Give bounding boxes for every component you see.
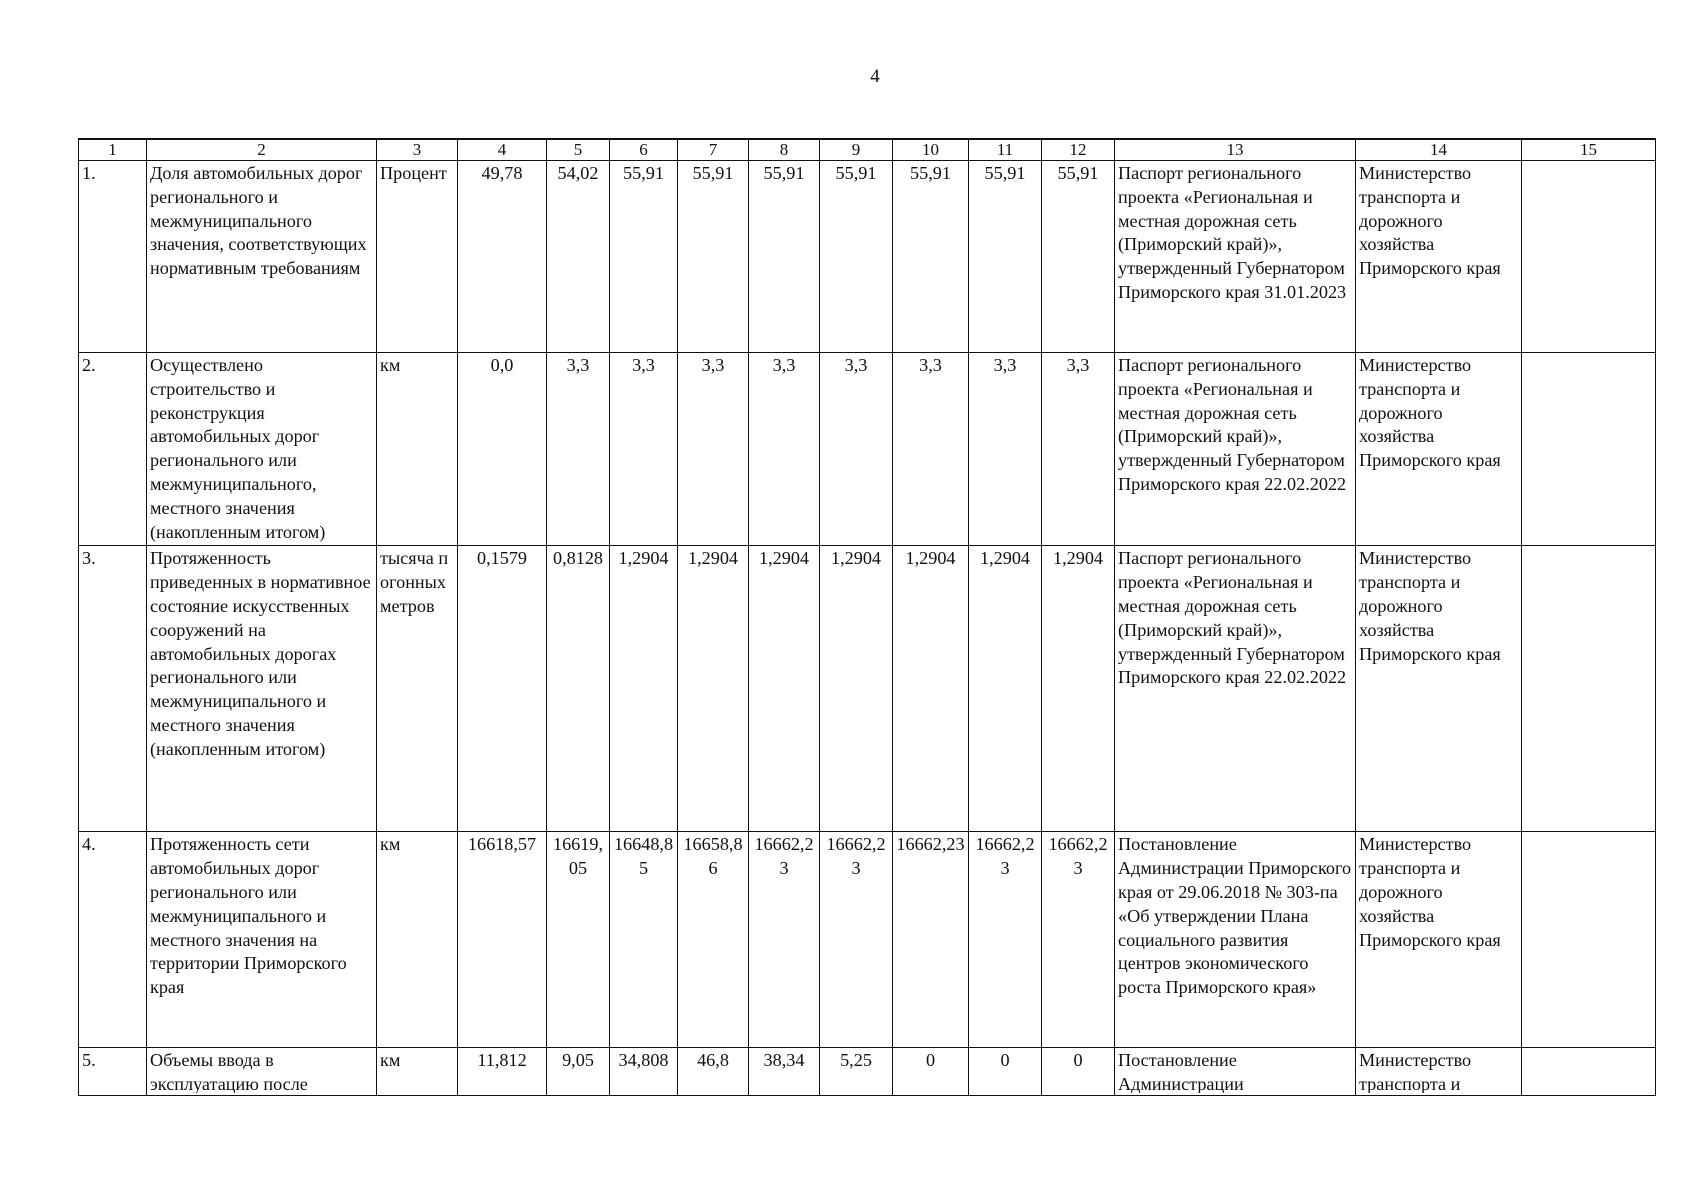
note-cell — [1522, 161, 1656, 353]
column-header-3: 3 — [377, 139, 458, 161]
value-cell — [820, 1048, 893, 1096]
column-header-9: 9 — [820, 139, 893, 161]
indicator-name-text: Объемы ввода в эксплуатацию после — [150, 1050, 308, 1094]
value-cell: 3,3 — [749, 353, 820, 546]
value-cell-text: 38,34 — [763, 1050, 805, 1071]
value-cell: 1,2904 — [969, 546, 1042, 832]
column-number-row — [79, 139, 1656, 161]
column-header-8: 8 — [749, 139, 820, 161]
responsible-org-text: Министерство транспорта и — [1359, 1050, 1472, 1094]
note-cell — [1522, 546, 1656, 832]
row-index: 2. — [79, 353, 147, 546]
value-cell: 3,3 — [969, 353, 1042, 546]
value-cell-text: 9,05 — [562, 1050, 594, 1071]
page-number: 4 — [870, 66, 880, 87]
source-document: Паспорт регионального проекта «Региональная и местная дорожная сеть (Приморский край)», утвержденный Губернатором Приморского края 31.01.2023 — [1115, 161, 1356, 353]
row-index: 3. — [79, 546, 147, 832]
value-cell: 16662,23 — [969, 832, 1042, 1048]
column-header-14: 14 — [1356, 139, 1522, 161]
responsible-org — [1356, 1048, 1522, 1096]
indicator-name: Протяженность сети автомобильных дорог регионального или межмуниципального и местного значения на территории Приморского края — [147, 832, 377, 1048]
indicator-name: Доля автомобильных дорог регионального и межмуниципального значения, соответствующих нормативным требованиям — [147, 161, 377, 353]
source-document: Паспорт регионального проекта «Региональная и местная дорожная сеть (Приморский край)», утвержденный Губернатором Приморского края 22.02.2022 — [1115, 353, 1356, 546]
value-cell: 3,3 — [610, 353, 678, 546]
value-cell — [547, 1048, 610, 1096]
value-cell: 1,2904 — [610, 546, 678, 832]
column-header-13: 13 — [1115, 139, 1356, 161]
value-cell — [893, 1048, 969, 1096]
value-cell: 55,91 — [610, 161, 678, 353]
source-document: Паспорт регионального проекта «Региональная и местная дорожная сеть (Приморский край)», утвержденный Губернатором Приморского края 22.02.2022 — [1115, 546, 1356, 832]
row-index: 1. — [79, 161, 147, 353]
source-document — [1115, 1048, 1356, 1096]
value-cell: 16618,57 — [458, 832, 547, 1048]
value-cell: 55,91 — [678, 161, 749, 353]
value-cell: 0,8128 — [547, 546, 610, 832]
note-cell-text — [1525, 1049, 1652, 1093]
row-index-text: 5. — [82, 1050, 96, 1071]
value-cell: 16658,86 — [678, 832, 749, 1048]
value-cell: 54,02 — [547, 161, 610, 353]
value-cell: 55,91 — [893, 161, 969, 353]
unit-cell: Процент — [377, 161, 458, 353]
value-cell: 1,2904 — [749, 546, 820, 832]
value-cell: 0,0 — [458, 353, 547, 546]
value-cell-text: 46,8 — [697, 1050, 729, 1071]
value-cell: 16662,23 — [893, 832, 969, 1048]
value-cell — [678, 1048, 749, 1096]
column-header-11: 11 — [969, 139, 1042, 161]
table-row — [79, 546, 1656, 832]
value-cell-text: 0 — [925, 1050, 936, 1071]
column-header-2: 2 — [147, 139, 377, 161]
source-document-text: Постановление Администрации — [1118, 1050, 1244, 1094]
value-cell: 16619,05 — [547, 832, 610, 1048]
row-index — [79, 1048, 147, 1096]
value-cell-text: 34,808 — [618, 1050, 669, 1071]
value-cell — [610, 1048, 678, 1096]
value-cell: 16662,23 — [749, 832, 820, 1048]
column-header-5: 5 — [547, 139, 610, 161]
note-cell — [1522, 832, 1656, 1048]
value-cell-text: 0 — [1073, 1050, 1083, 1071]
value-cell-text: 11,812 — [477, 1050, 527, 1071]
note-cell — [1522, 1048, 1656, 1096]
responsible-org: Министерство транспорта и дорожного хозяйства Приморского края — [1356, 161, 1522, 353]
source-document: Постановление Администрации Приморского края от 29.06.2018 № 303-па «Об утверждении Плана социального развития центров экономического роста Приморского края» — [1115, 832, 1356, 1048]
value-cell: 16648,85 — [610, 832, 678, 1048]
table-row — [79, 161, 1656, 353]
indicator-name: Осуществлено строительство и реконструкция автомобильных дорог регионального или межмуниципального, местного значения (накопленным итогом) — [147, 353, 377, 546]
unit-cell: км — [377, 353, 458, 546]
unit-cell — [377, 1048, 458, 1096]
value-cell: 1,2904 — [820, 546, 893, 832]
row-index: 4. — [79, 832, 147, 1048]
value-cell: 55,91 — [969, 161, 1042, 353]
unit-cell: тысяча погонных метров — [377, 546, 458, 832]
value-cell: 0,1579 — [458, 546, 547, 832]
value-cell — [1042, 1048, 1115, 1096]
value-cell: 49,78 — [458, 161, 547, 353]
value-cell: 55,91 — [820, 161, 893, 353]
column-header-6: 6 — [610, 139, 678, 161]
indicators-table — [78, 138, 1656, 1096]
value-cell: 1,2904 — [893, 546, 969, 832]
value-cell-text: 5,25 — [840, 1050, 872, 1071]
value-cell-text: 0 — [1000, 1050, 1010, 1071]
table-row — [79, 353, 1656, 546]
value-cell — [969, 1048, 1042, 1096]
indicator-name: Протяженность приведенных в нормативное состояние искусственных сооружений на автомобильных дорогах регионального или межмуниципального и местного значения (накопленным итогом) — [147, 546, 377, 832]
value-cell: 1,2904 — [1042, 546, 1115, 832]
value-cell: 16662,23 — [1042, 832, 1115, 1048]
column-header-10: 10 — [893, 139, 969, 161]
column-header-15: 15 — [1522, 139, 1656, 161]
value-cell — [458, 1048, 547, 1096]
unit-cell: км — [377, 832, 458, 1048]
value-cell: 3,3 — [820, 353, 893, 546]
value-cell: 3,3 — [678, 353, 749, 546]
unit-cell-text: км — [380, 1050, 401, 1071]
value-cell — [749, 1048, 820, 1096]
column-header-12: 12 — [1042, 139, 1115, 161]
indicator-name — [147, 1048, 377, 1096]
column-header-1: 1 — [79, 139, 147, 161]
table-row — [79, 1048, 1656, 1096]
value-cell: 3,3 — [547, 353, 610, 546]
responsible-org: Министерство транспорта и дорожного хозяйства Приморского края — [1356, 832, 1522, 1048]
responsible-org: Министерство транспорта и дорожного хозяйства Приморского края — [1356, 353, 1522, 546]
value-cell: 3,3 — [893, 353, 969, 546]
value-cell: 55,91 — [1042, 161, 1115, 353]
note-cell — [1522, 353, 1656, 546]
responsible-org: Министерство транспорта и дорожного хозяйства Приморского края — [1356, 546, 1522, 832]
value-cell: 55,91 — [749, 161, 820, 353]
column-header-4: 4 — [458, 139, 547, 161]
column-header-7: 7 — [678, 139, 749, 161]
value-cell: 1,2904 — [678, 546, 749, 832]
value-cell: 3,3 — [1042, 353, 1115, 546]
table-row — [79, 832, 1656, 1048]
value-cell: 16662,23 — [820, 832, 893, 1048]
